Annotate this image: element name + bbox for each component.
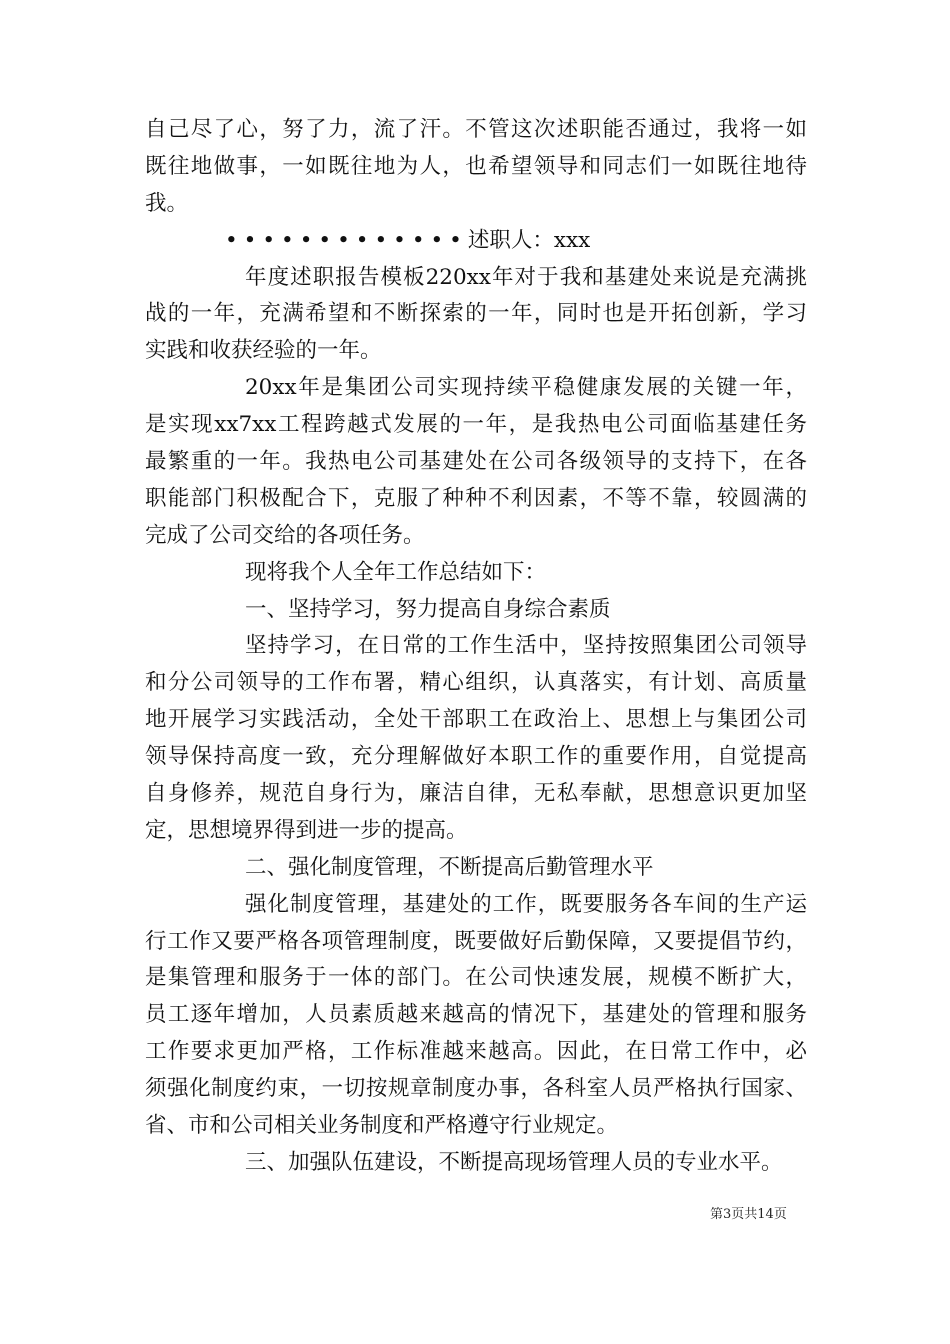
text-line	[145, 1071, 807, 1108]
text-line-content: 二、强化制度管理，不断提高后勤管理水平	[245, 854, 654, 880]
text-line-content: 既往地做事，一如既往地为人，也希望领导和同志们一如既往地待	[145, 153, 807, 179]
text-line	[145, 518, 807, 555]
text-line	[145, 112, 807, 149]
text-line-content: 和分公司领导的工作布署，精心组织，认真落实，有计划、高质量	[145, 670, 807, 696]
text-line-content: 地开展学习实践活动，全处干部职工在政治上、思想上与集团公司	[145, 707, 807, 733]
text-line-content: 员工逐年增加，人员素质越来越高的情况下，基建处的管理和服务	[145, 1002, 807, 1028]
text-line-content: 须强化制度约束，一切按规章制度办事，各科室人员严格执行国家、	[145, 1076, 807, 1102]
text-line	[145, 665, 807, 702]
text-line	[145, 997, 807, 1034]
text-line-content: 工作要求更加严格，工作标准越来越高。因此，在日常工作中，必	[145, 1039, 807, 1065]
text-line-content: 年度述职报告模板220xx年对于我和基建处来说是充满挑	[245, 264, 807, 290]
text-line	[145, 1108, 807, 1145]
text-line	[145, 960, 807, 997]
text-line	[145, 370, 807, 407]
text-line	[145, 628, 807, 665]
text-line-content: 是集管理和服务于一体的部门。在公司快速发展，规模不断扩大，	[145, 965, 807, 991]
text-line	[145, 260, 807, 297]
text-line-content: 现将我个人全年工作总结如下：	[245, 559, 547, 585]
text-line	[145, 850, 807, 887]
text-line	[145, 186, 807, 223]
text-line	[145, 149, 807, 186]
text-line	[145, 776, 807, 813]
text-line	[145, 1034, 807, 1071]
text-line	[145, 1145, 807, 1182]
text-line-content: 强化制度管理，基建处的工作，既要服务各车间的生产运	[245, 891, 807, 917]
text-line	[145, 555, 807, 592]
text-line-content: 定，思想境界得到进一步的提高。	[145, 817, 468, 843]
text-line	[145, 223, 807, 260]
text-line	[145, 702, 807, 739]
text-line	[145, 592, 807, 629]
text-line-content: 一、坚持学习，努力提高自身综合素质	[245, 596, 611, 622]
text-line	[145, 924, 807, 961]
text-line-content: 我。	[145, 190, 189, 216]
text-line-content: 职能部门积极配合下，克服了种种不利因素，不等不靠，较圆满的	[145, 485, 807, 511]
text-line-content: 领导保持高度一致，充分理解做好本职工作的重要作用，自觉提高	[145, 744, 807, 770]
text-line-content: 20xx年是集团公司实现持续平稳健康发展的关键一年，	[245, 375, 807, 401]
text-line-content: 最繁重的一年。我热电公司基建处在公司各级领导的支持下，在各	[145, 449, 807, 475]
text-line-content: 完成了公司交给的各项任务。	[145, 522, 425, 548]
text-line-content: 省、市和公司相关业务制度和严格遵守行业规定。	[145, 1113, 619, 1139]
text-line	[145, 813, 807, 850]
text-line-content: 三、加强队伍建设，不断提高现场管理人员的专业水平。	[245, 1149, 783, 1175]
text-line-content: 自己尽了心，努了力，流了汗。不管这次述职能否通过，我将一如	[145, 117, 807, 142]
text-line	[145, 444, 807, 481]
text-line	[145, 333, 807, 370]
text-line	[145, 887, 807, 924]
text-line-content: 述职人：xxx	[467, 227, 591, 253]
text-line-content: 自身修养，规范自身行为，廉洁自律，无私奉献，思想意识更加坚	[145, 781, 807, 807]
text-line-content: 行工作又要严格各项管理制度，既要做好后勤保障，又要提倡节约，	[145, 928, 807, 954]
text-line	[145, 296, 807, 333]
text-line-content: 战的一年，充满希望和不断探索的一年，同时也是开拓创新，学习	[145, 301, 807, 327]
text-line-content: 是实现xx7xx工程跨越式发展的一年，是我热电公司面临基建任务	[145, 412, 807, 438]
signature-dots: •••••••••••••	[225, 227, 468, 253]
document-body	[145, 112, 807, 1182]
text-line	[145, 739, 807, 776]
text-line	[145, 407, 807, 444]
text-line	[145, 481, 807, 518]
page-number: 第3页共14页	[710, 1207, 787, 1222]
text-line-content: 坚持学习，在日常的工作生活中，坚持按照集团公司领导	[245, 633, 807, 659]
text-line-content: 实践和收获经验的一年。	[145, 338, 382, 364]
